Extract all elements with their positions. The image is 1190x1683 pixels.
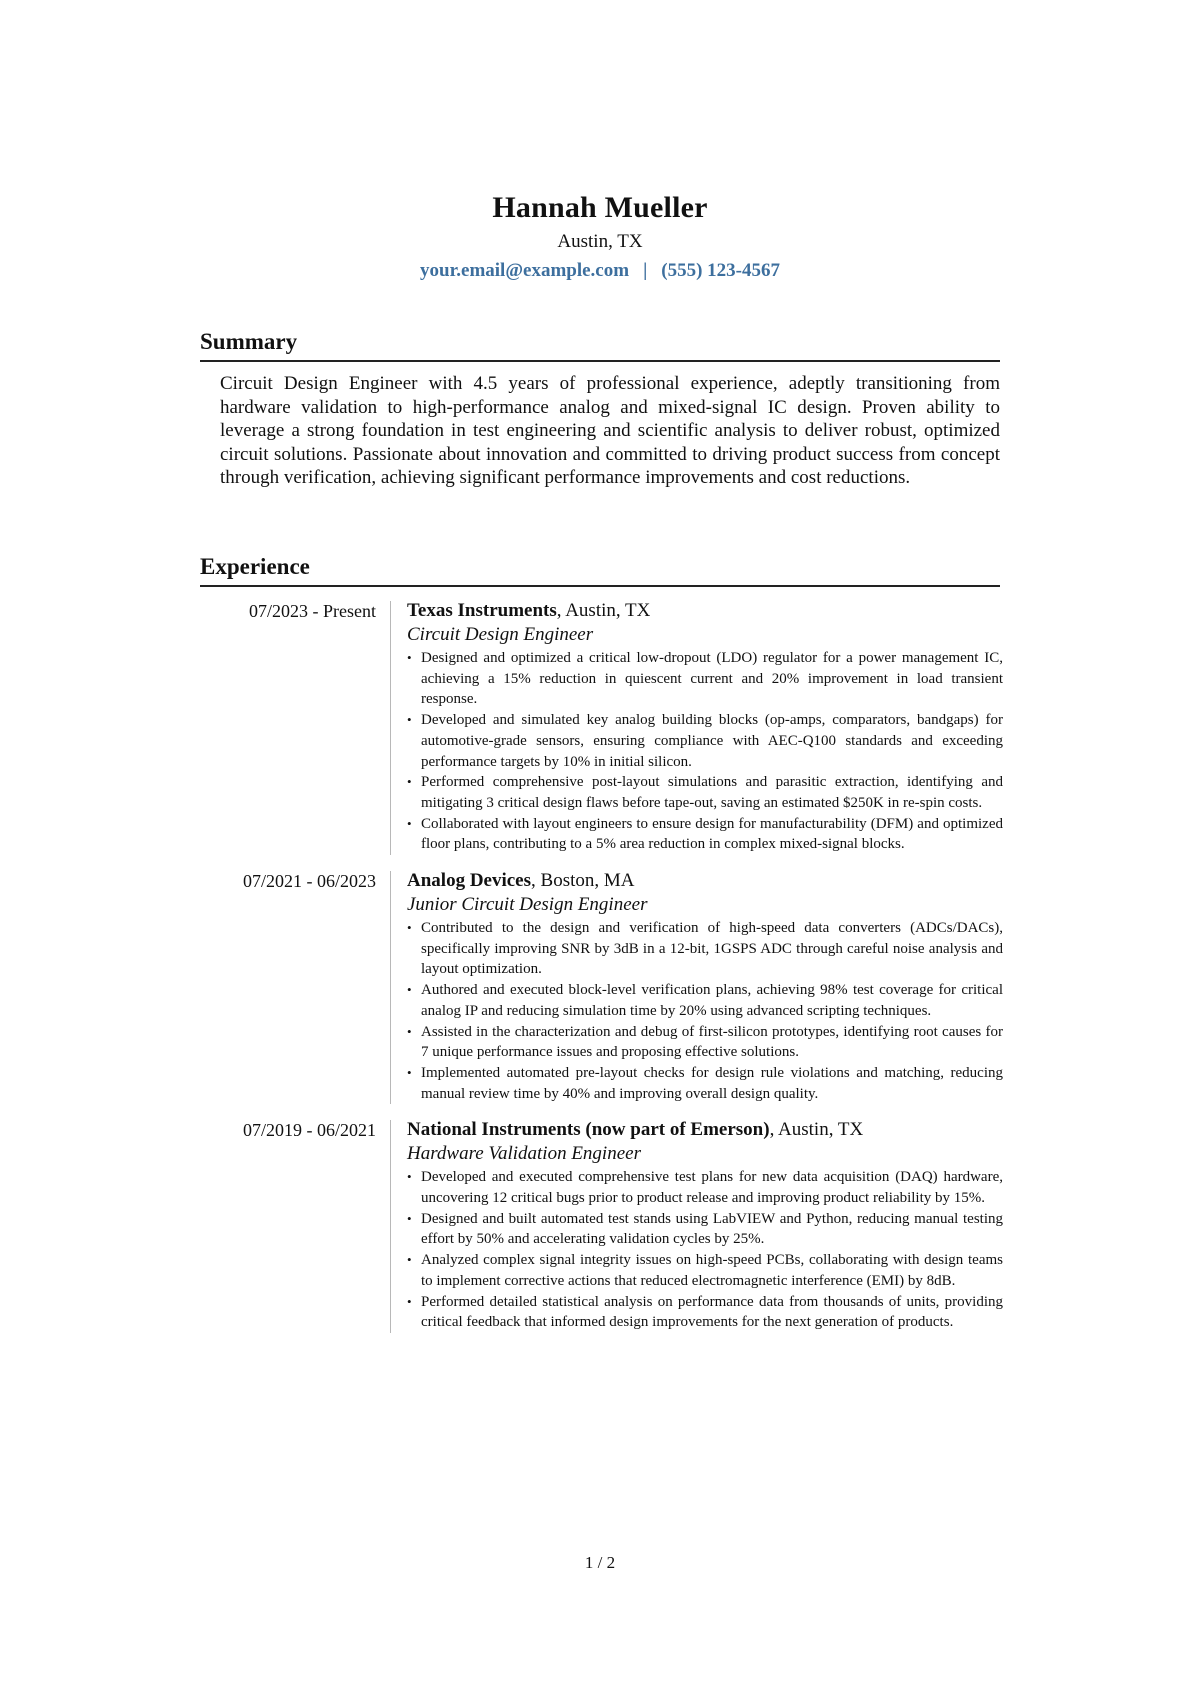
bullet-item — [407, 772, 1003, 813]
job-bullets — [407, 1167, 1003, 1333]
page-number: 1 / 2 — [584, 1553, 616, 1572]
summary-text: Circuit Design Engineer with 4.5 years of professional experience, adeptly transitioning from hardware validation to high-performance analog and mixed-signal IC design. Proven ability to leverage a strong foundation in test engineering and scientific analysis to deliver robust, optimized circuit solutions. Passionate about innovation and committed to driving product success from concept through verification, achieving significant performance improvements and cost reductions. — [220, 373, 1000, 488]
bullet-item — [407, 1250, 1003, 1291]
resume-header — [200, 190, 1000, 284]
bullet-icon: • — [407, 1023, 412, 1039]
email-link[interactable]: your.email@example.com — [420, 260, 630, 281]
timeline-divider — [390, 871, 391, 1104]
job-bullets — [407, 648, 1003, 855]
bullet-icon: • — [407, 815, 412, 831]
bullet-text: Assisted in the characterization and debug of first-silicon prototypes, identifying root causes for 7 unique performance issues and proposing effective solutions. — [421, 1023, 1003, 1061]
bullet-text: Analyzed complex signal integrity issues on high-speed PCBs, collaborating with design teams to implement corrective actions that reduced electromagnetic interference (EMI) by 8dB. — [421, 1252, 1003, 1289]
bullet-item — [407, 1022, 1003, 1063]
bullet-text: Designed and optimized a critical low-dropout (LDO) regulator for a power management IC, achieving a 15% reduction in quiescent current and 20% improvement in load transient response. — [421, 650, 1003, 708]
bullet-item — [407, 1063, 1003, 1104]
bullet-item — [407, 1209, 1003, 1250]
job-entry — [200, 599, 1003, 855]
company-line — [407, 1118, 1003, 1142]
summary-heading: Summary — [200, 328, 1000, 362]
job-entry — [200, 869, 1003, 1104]
candidate-location: Austin, TX — [557, 231, 643, 252]
bullet-item — [407, 1167, 1003, 1208]
timeline-divider — [390, 1120, 391, 1333]
job-body — [407, 869, 1003, 1104]
company-line — [407, 869, 1003, 893]
summary-section — [200, 328, 1000, 490]
job-bullets — [407, 918, 1003, 1104]
job-entry — [200, 1118, 1003, 1333]
company-name: Analog Devices — [407, 870, 532, 892]
contact-line — [200, 258, 1000, 284]
company-location: , Austin, TX — [556, 600, 651, 621]
phone-link[interactable]: (555) 123-4567 — [661, 260, 780, 281]
bullet-text: Developed and simulated key analog building blocks (op-amps, comparators, bandgaps) for automotive-grade sensors, ensuring compliance with AEC-Q100 standards and exceeding performance targets by 10% in initial silicon. — [421, 712, 1003, 770]
job-role: Circuit Design Engineer — [407, 624, 594, 645]
bullet-item — [407, 918, 1003, 980]
bullet-icon: • — [407, 1064, 412, 1080]
bullet-text: Developed and executed comprehensive test plans for new data acquisition (DAQ) hardware, uncovering 12 critical bugs prior to product release and improving product reliability by 15%. — [421, 1169, 1003, 1207]
bullet-icon: • — [407, 774, 412, 790]
bullet-icon: • — [407, 1252, 412, 1268]
candidate-name: Hannah Mueller — [492, 191, 708, 224]
bullet-item — [407, 980, 1003, 1021]
company-line — [407, 599, 1003, 623]
bullet-text: Designed and built automated test stands using LabVIEW and Python, reducing manual testing effort by 50% and accelerating validation cycles by 25%. — [421, 1210, 1003, 1248]
bullet-item — [407, 1292, 1003, 1333]
bullet-icon: • — [407, 920, 412, 936]
job-dates: 07/2023 - Present — [249, 601, 376, 621]
job-body — [407, 599, 1003, 855]
company-name: National Instruments (now part of Emerson) — [407, 1119, 770, 1141]
contact-separator: | — [643, 260, 648, 281]
experience-heading: Experience — [200, 553, 1000, 587]
bullet-text: Performed comprehensive post-layout simulations and parasitic extraction, identifying and mitigating 3 critical design flaws before tape-out, saving an estimated $250K in re-spin costs. — [421, 774, 1003, 811]
job-role: Hardware Validation Engineer — [407, 1143, 641, 1165]
timeline-divider — [390, 601, 391, 855]
bullet-icon: • — [407, 712, 412, 728]
bullet-item — [407, 648, 1003, 710]
bullet-icon: • — [407, 1169, 412, 1185]
bullet-icon: • — [407, 1210, 412, 1226]
bullet-icon: • — [407, 650, 412, 665]
bullet-item — [407, 710, 1003, 772]
company-name: Texas Instruments — [407, 600, 557, 621]
job-role: Junior Circuit Design Engineer — [407, 894, 648, 916]
job-dates: 07/2019 - 06/2021 — [243, 1120, 376, 1141]
experience-section — [200, 553, 1003, 1333]
job-body — [407, 1118, 1003, 1333]
bullet-text: Contributed to the design and verification of high-speed data converters (ADCs/DACs), specifically improving SNR by 3dB in a 12-bit, 1GSPS ADC through careful noise analysis and layout optimization. — [421, 920, 1003, 978]
company-location: , Boston, MA — [531, 870, 635, 892]
bullet-text: Performed detailed statistical analysis on performance data from thousands of units, providing critical feedback that informed design improvements for the next generation of products. — [421, 1293, 1003, 1331]
bullet-text: Authored and executed block-level verification plans, achieving 98% test coverage for critical analog IP and reducing simulation time by 20% using advanced scripting techniques. — [421, 982, 1003, 1019]
bullet-icon: • — [407, 982, 412, 998]
bullet-icon: • — [407, 1293, 412, 1309]
bullet-text: Collaborated with layout engineers to ensure design for manufacturability (DFM) and optimized floor plans, contributing to a 5% area reduction in complex mixed-signal blocks. — [421, 815, 1003, 853]
bullet-text: Implemented automated pre-layout checks for design rule violations and matching, reducing manual review time by 40% and improving overall design quality. — [421, 1064, 1003, 1102]
company-location: , Austin, TX — [769, 1119, 864, 1141]
job-dates: 07/2021 - 06/2023 — [243, 871, 376, 892]
bullet-item — [407, 814, 1003, 855]
